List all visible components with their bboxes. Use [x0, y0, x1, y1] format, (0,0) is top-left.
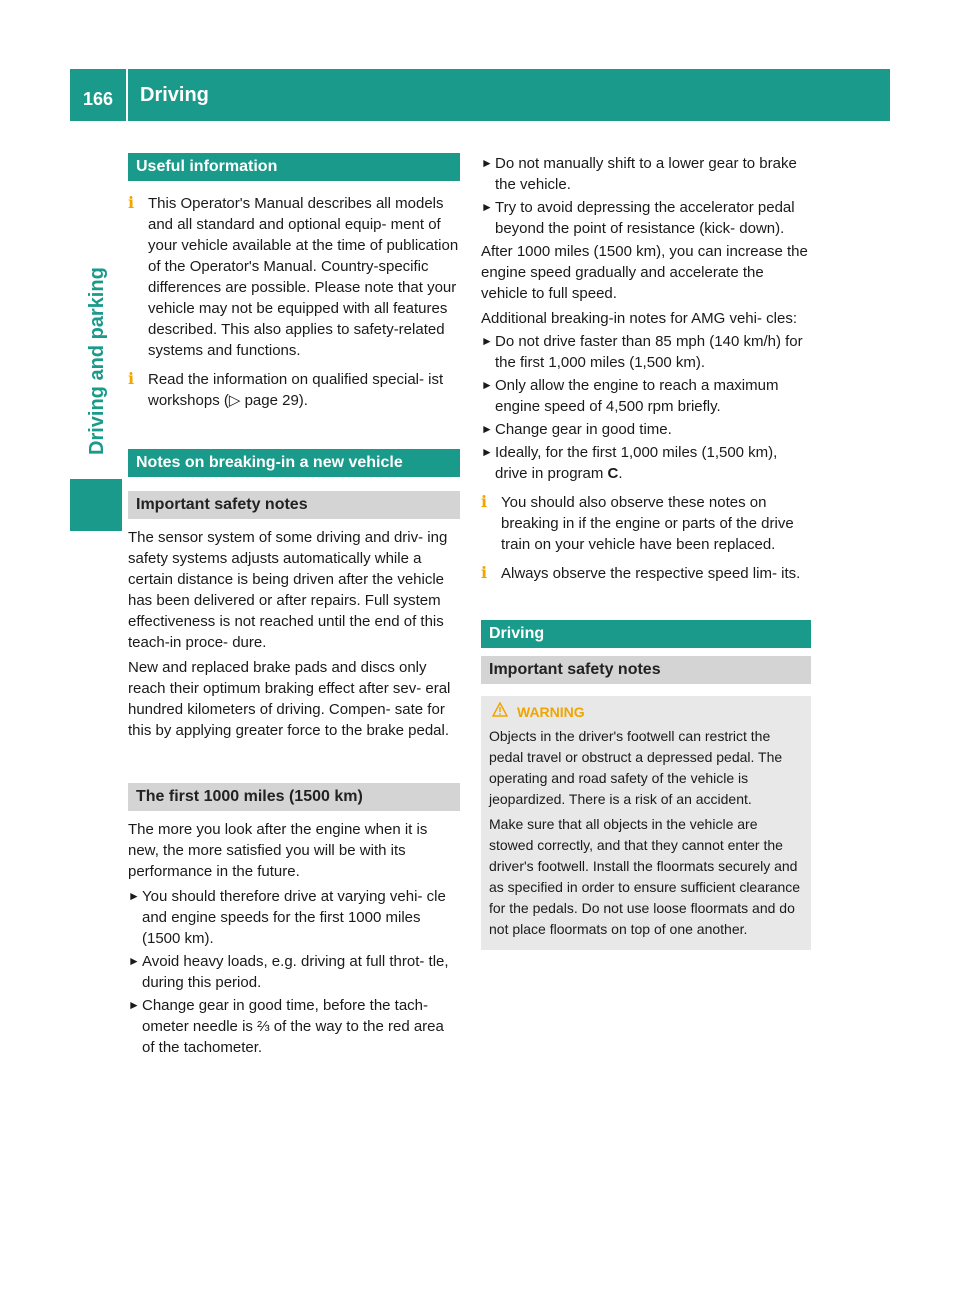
warning-box	[481, 696, 811, 950]
bullet-icon: ►	[481, 156, 493, 170]
warning-text: Objects in the driver's footwell can restrict the pedal travel or obstruct a depressed pedal. The operating and road safety of the vehicle is jeopardized. There is a risk of an accident.	[489, 728, 783, 807]
info-note	[128, 193, 460, 361]
left-column	[128, 153, 460, 1058]
list-item	[481, 442, 811, 484]
list-item-text: Do not manually shift to a lower gear to brake the vehicle.	[495, 155, 797, 193]
program-letter: C	[607, 465, 619, 482]
list-item-text-part: Ideally, for the first 1,000 miles (1,500 km), drive in program	[495, 444, 778, 482]
bullet-icon: ►	[481, 334, 493, 348]
warning-triangle-icon	[489, 702, 511, 722]
section-heading-driving: Driving	[481, 620, 811, 648]
list-item	[481, 197, 811, 239]
list-item	[128, 951, 460, 993]
list-item	[481, 331, 811, 373]
list-item-text: Change gear in good time.	[495, 421, 672, 438]
paragraph: The more you look after the engine when it is new, the more satisfied you will be with its performance in the future.	[128, 821, 428, 880]
bullet-icon: ►	[128, 954, 140, 968]
paragraph: Additional breaking-in notes for AMG vehi- cles:	[481, 310, 797, 327]
info-icon: i	[128, 369, 135, 388]
side-tab-label: Driving and parking	[86, 267, 108, 455]
paragraph: The sensor system of some driving and driv- ing safety systems adjusts automatically while a certain distance is being driven after the vehicle has been delivered or after repairs. Full system effectiveness is not reached until the end of this teach-in proce- dure.	[128, 529, 448, 651]
bullet-icon: ►	[128, 889, 140, 903]
right-column	[481, 153, 811, 950]
list-item-text: Try to avoid depressing the accelerator pedal beyond the point of resistance (kick- down).	[495, 199, 795, 237]
info-icon: i	[481, 492, 488, 511]
list-item	[128, 886, 460, 949]
list-item-text: Do not drive faster than 85 mph (140 km/h) for the first 1,000 miles (1,500 km).	[495, 333, 803, 371]
info-note	[128, 369, 460, 411]
list-item	[481, 419, 811, 440]
info-note-text: You should also observe these notes on breaking in if the engine or parts of the drive train on your vehicle have been replaced.	[501, 494, 794, 553]
side-tab-marker	[70, 479, 122, 531]
bullet-icon: ►	[481, 378, 493, 392]
list-item	[481, 375, 811, 417]
warning-text: Make sure that all objects in the vehicle are stowed correctly, and that they cannot enter the driver's footwell. Install the floormats securely and as specified in order to ensure sufficient clearance for the pedals. Do not use loose floormats and do not place floormats on top of one another.	[489, 816, 801, 937]
bullet-icon: ►	[128, 998, 140, 1012]
bullet-icon: ►	[481, 422, 493, 436]
list-item	[128, 995, 460, 1058]
warning-header	[489, 702, 803, 722]
info-note	[481, 563, 811, 584]
subheading-first-1000-miles: The first 1000 miles (1500 km)	[128, 783, 460, 811]
info-note	[481, 492, 811, 555]
info-note-text: Read the information on qualified special- ist workshops (▷ page 29).	[148, 371, 444, 409]
subheading-important-safety-notes: Important safety notes	[128, 491, 460, 519]
info-icon: i	[481, 563, 488, 582]
list-item-text	[495, 442, 811, 484]
bullet-icon: ►	[481, 200, 493, 214]
page-header	[70, 69, 890, 121]
page-number: 166	[70, 69, 128, 121]
list-item-text: You should therefore drive at varying vehi- cle and engine speeds for the first 1000 miles (1500 km).	[142, 888, 446, 947]
page-title: Driving	[140, 84, 209, 106]
list-item-text: Only allow the engine to reach a maximum engine speed of 4,500 rpm briefly.	[495, 377, 779, 415]
info-note-text: Always observe the respective speed lim- its.	[501, 565, 801, 582]
subheading-important-safety-notes: Important safety notes	[481, 656, 811, 684]
paragraph: New and replaced brake pads and discs only reach their optimum braking effect after sev- eral hundred kilometers of driving. Compen- sate for this by applying greater force to the brake pedal.	[128, 659, 451, 739]
bullet-icon: ►	[481, 445, 493, 459]
list-item	[481, 153, 811, 195]
warning-label: WARNING	[517, 704, 585, 720]
info-icon: i	[128, 193, 135, 212]
info-note-text: This Operator's Manual describes all models and all standard and optional equip- ment of your vehicle available at the time of publication of the Operator's Manual. Country-specific differences are possible. Please note that your vehicle may not be equipped with all features described. This also applies to safety-related systems and functions.	[148, 195, 459, 359]
list-item-text-part: .	[618, 465, 623, 482]
section-heading-useful-information: Useful information	[128, 153, 460, 181]
list-item-text: Change gear in good time, before the tach- ometer needle is ⅔ of the way to the red area of the tachometer.	[142, 997, 444, 1056]
list-item-text: Avoid heavy loads, e.g. driving at full throt- tle, during this period.	[142, 953, 449, 991]
section-heading-breaking-in: Notes on breaking-in a new vehicle	[128, 449, 460, 477]
paragraph: After 1000 miles (1500 km), you can increase the engine speed gradually and accelerate the vehicle to full speed.	[481, 243, 808, 302]
